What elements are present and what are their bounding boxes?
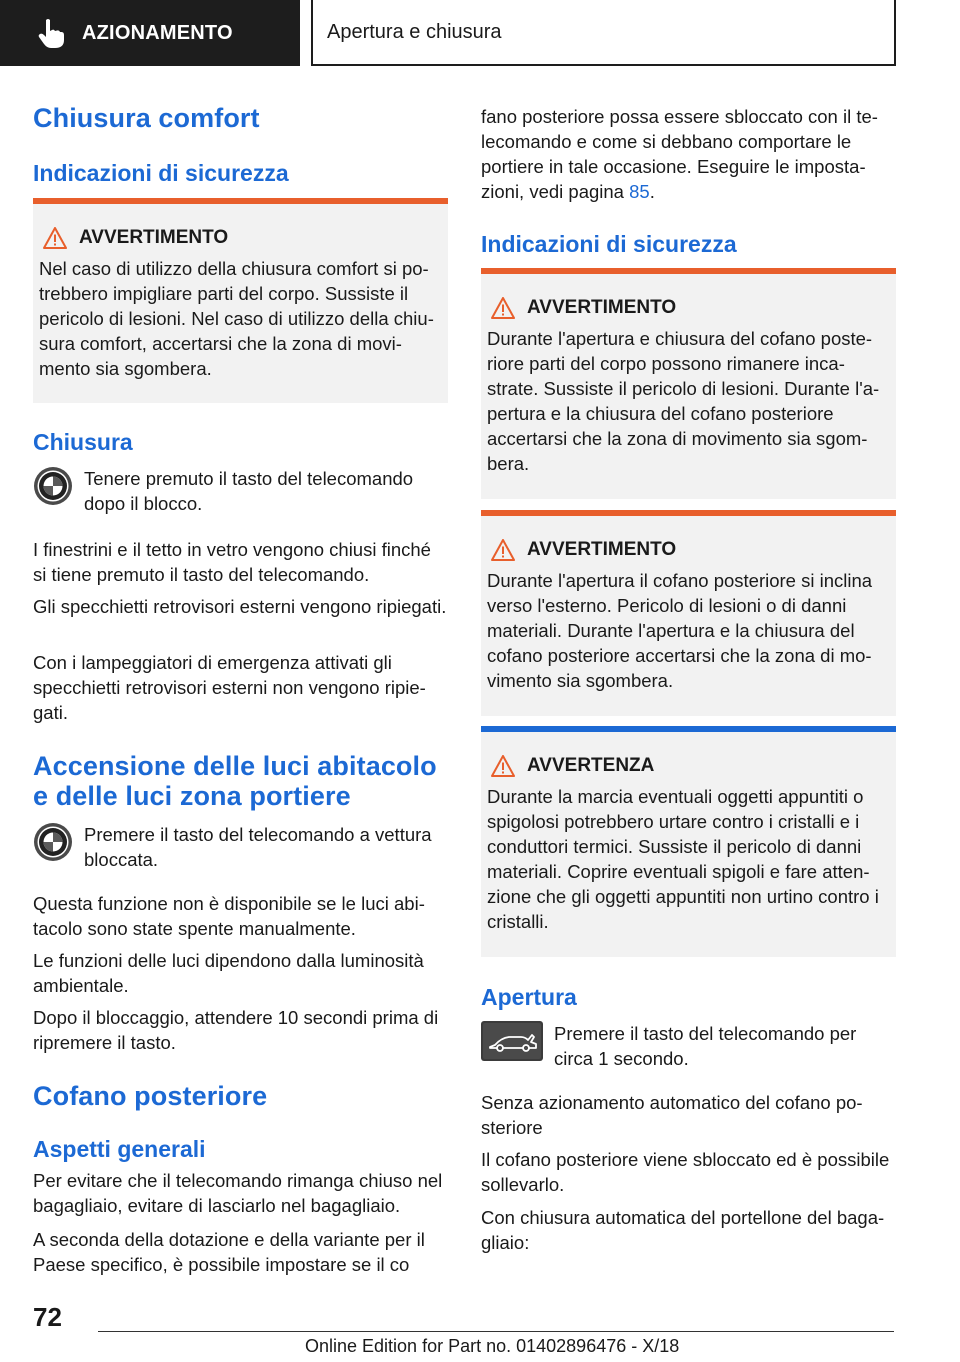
warning-text: Durante l'apertura il cofano posteriore si inclina verso l'esterno. Pericolo di lesioni o di danni materiali. Durante l'apertura e la chiusura del cofano posteriore accertarsi che la zona di movimento sia sgombera. xyxy=(487,570,873,691)
apertura-instruction-text: Premere il tasto del telecomando per circa 1 secondo. xyxy=(554,1023,857,1069)
heading-cofano-posteriore: Cofano posteriore xyxy=(33,1081,268,1111)
warning-title xyxy=(481,294,896,322)
heading-apertura: Apertura xyxy=(481,984,577,1010)
luci-instruction xyxy=(33,822,448,872)
footer-edition: Online Edition for Part no. 01402896476 - X/18 xyxy=(305,1336,680,1356)
paragraph-end: . xyxy=(649,181,655,202)
warning-box xyxy=(33,198,448,403)
warning-bar xyxy=(481,268,896,274)
notice-bar xyxy=(481,726,896,732)
paragraph: A seconda della dotazione e della variante per il Paese specifico, è possibile impostare se il co xyxy=(33,1229,425,1275)
paragraph: Con chiusura automatica del portellone del bagagliaio: xyxy=(481,1207,885,1253)
notice-title-text: AVVERTENZA xyxy=(527,755,655,776)
warning-title-text: AVVERTIMENTO xyxy=(527,539,677,560)
heading-indicazioni-sicurezza: Indicazioni di sicurezza xyxy=(33,160,289,186)
warning-title xyxy=(481,536,896,564)
footer-divider xyxy=(98,1331,894,1332)
warning-bar xyxy=(481,510,896,516)
paragraph: Senza azionamento automatico del cofano posteriore xyxy=(481,1092,863,1138)
paragraph: Per evitare che il telecomando rimanga chiuso nel bagagliaio, evitare di lasciarlo nel bagagliaio. xyxy=(33,1170,443,1216)
chiusura-instruction-text: Tenere premuto il tasto del telecomando dopo il blocco. xyxy=(84,468,414,514)
warning-triangle-icon xyxy=(43,227,67,249)
chiusura-instruction xyxy=(33,466,448,516)
paragraph-text: fano posteriore possa essere sbloccato con il telecomando e come si debbano comportare le portiere in tale occasione. Eseguire le impostazioni, vedi pagina xyxy=(481,106,878,202)
apertura-instruction xyxy=(481,1021,896,1071)
warning-title-text: AVVERTIMENTO xyxy=(79,227,229,248)
paragraph: Questa funzione non è disponibile se le luci abitacolo sono state spente manualmente. xyxy=(33,893,425,939)
bmw-key-button-icon xyxy=(33,822,73,862)
warning-text: Nel caso di utilizzo della chiusura comfort si potrebbero impigliare parti del corpo. Sussiste il pericolo di lesioni. Nel caso di utilizzo della chiusura comfort, accertarsi che la zona di movimento sia sgombera. xyxy=(39,258,434,379)
notice-box xyxy=(481,726,896,957)
heading-indicazioni-sicurezza: Indicazioni di sicurezza xyxy=(481,231,737,257)
section-tab xyxy=(0,0,300,66)
heading-accensione-luci: Accensione delle luci abitacolo e delle luci zona portiere xyxy=(33,751,437,811)
page-number: 72 xyxy=(33,1302,62,1332)
warning-title-text: AVVERTIMENTO xyxy=(527,297,677,318)
warning-bar xyxy=(33,198,448,204)
warning-text: Durante l'apertura e chiusura del cofano posteriore parti del corpo possono rimanere incastrate. Sussiste il pericolo di lesioni. Durante l'apertura e la chiusura del cofano posteriore accertarsi che la zona di movimento sia sgombera. xyxy=(487,328,880,474)
notice-text: Durante la marcia eventuali oggetti appuntiti o spigolosi potrebbero urtare contro i cristalli e i conduttori termici. Sussiste il pericolo di danni materiali. Coprire eventuali spigoli e fare attenzione che gli oggetti appuntiti non urtino contro i cristalli. xyxy=(487,786,879,932)
warning-title xyxy=(33,224,448,252)
heading-chiusura: Chiusura xyxy=(33,429,133,455)
warning-triangle-icon xyxy=(491,539,515,561)
paragraph: Dopo il bloccaggio, attendere 10 secondi prima di ripremere il tasto. xyxy=(33,1007,439,1053)
heading-aspetti-generali: Aspetti generali xyxy=(33,1136,206,1162)
pointing-hand-icon xyxy=(38,18,64,48)
warning-box xyxy=(481,268,896,499)
warning-triangle-icon xyxy=(491,755,515,777)
tailgate-car-icon xyxy=(481,1021,543,1061)
page-reference-link[interactable]: 85 xyxy=(629,181,650,202)
notice-title xyxy=(481,752,896,780)
bmw-key-button-icon xyxy=(33,466,73,506)
paragraph: Il cofano posteriore viene sbloccato ed è possibile sollevarlo. xyxy=(481,1149,890,1195)
chapter-title: Apertura e chiusura xyxy=(311,0,896,66)
paragraph: Gli specchietti retrovisori esterni vengono ripiegati. xyxy=(33,596,447,617)
warning-triangle-icon xyxy=(491,297,515,319)
luci-instruction-text: Premere il tasto del telecomando a vettura bloccata. xyxy=(84,824,432,870)
paragraph: Con i lampeggiatori di emergenza attivati gli specchietti retrovisori esterni non vengono ripiegati. xyxy=(33,652,426,723)
paragraph: I finestrini e il tetto in vetro vengono chiusi finché si tiene premuto il tasto del telecomando. xyxy=(33,539,431,585)
paragraph: Le funzioni delle luci dipendono dalla luminosità ambientale. xyxy=(33,950,424,996)
paragraph-continued xyxy=(481,104,896,204)
page-header xyxy=(0,0,960,66)
heading-chiusura-comfort: Chiusura comfort xyxy=(33,103,260,133)
section-title: AZIONAMENTO xyxy=(82,21,233,44)
warning-box xyxy=(481,510,896,716)
